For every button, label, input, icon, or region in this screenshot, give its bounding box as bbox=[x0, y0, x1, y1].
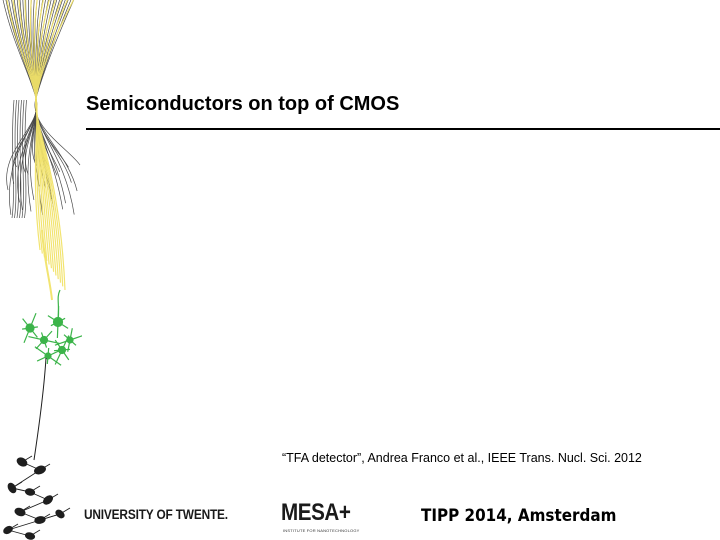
mesa-plus-logo bbox=[281, 499, 371, 539]
citation-text: “TFA detector”, Andrea Franco et al., IEEE Trans. Nucl. Sci. 2012 bbox=[282, 451, 642, 465]
neuron-fibers-icon bbox=[0, 0, 82, 540]
title-divider bbox=[86, 128, 720, 130]
slide-title: Semiconductors on top of CMOS bbox=[86, 93, 400, 115]
mesa-logo-tagline: INSTITUTE FOR NANOTECHNOLOGY bbox=[283, 528, 360, 533]
mesa-logo-wordmark: MESA+ bbox=[281, 499, 351, 526]
university-of-twente-logo: UNIVERSITY OF TWENTE. bbox=[84, 507, 228, 522]
event-label: TIPP 2014, Amsterdam bbox=[421, 506, 617, 525]
